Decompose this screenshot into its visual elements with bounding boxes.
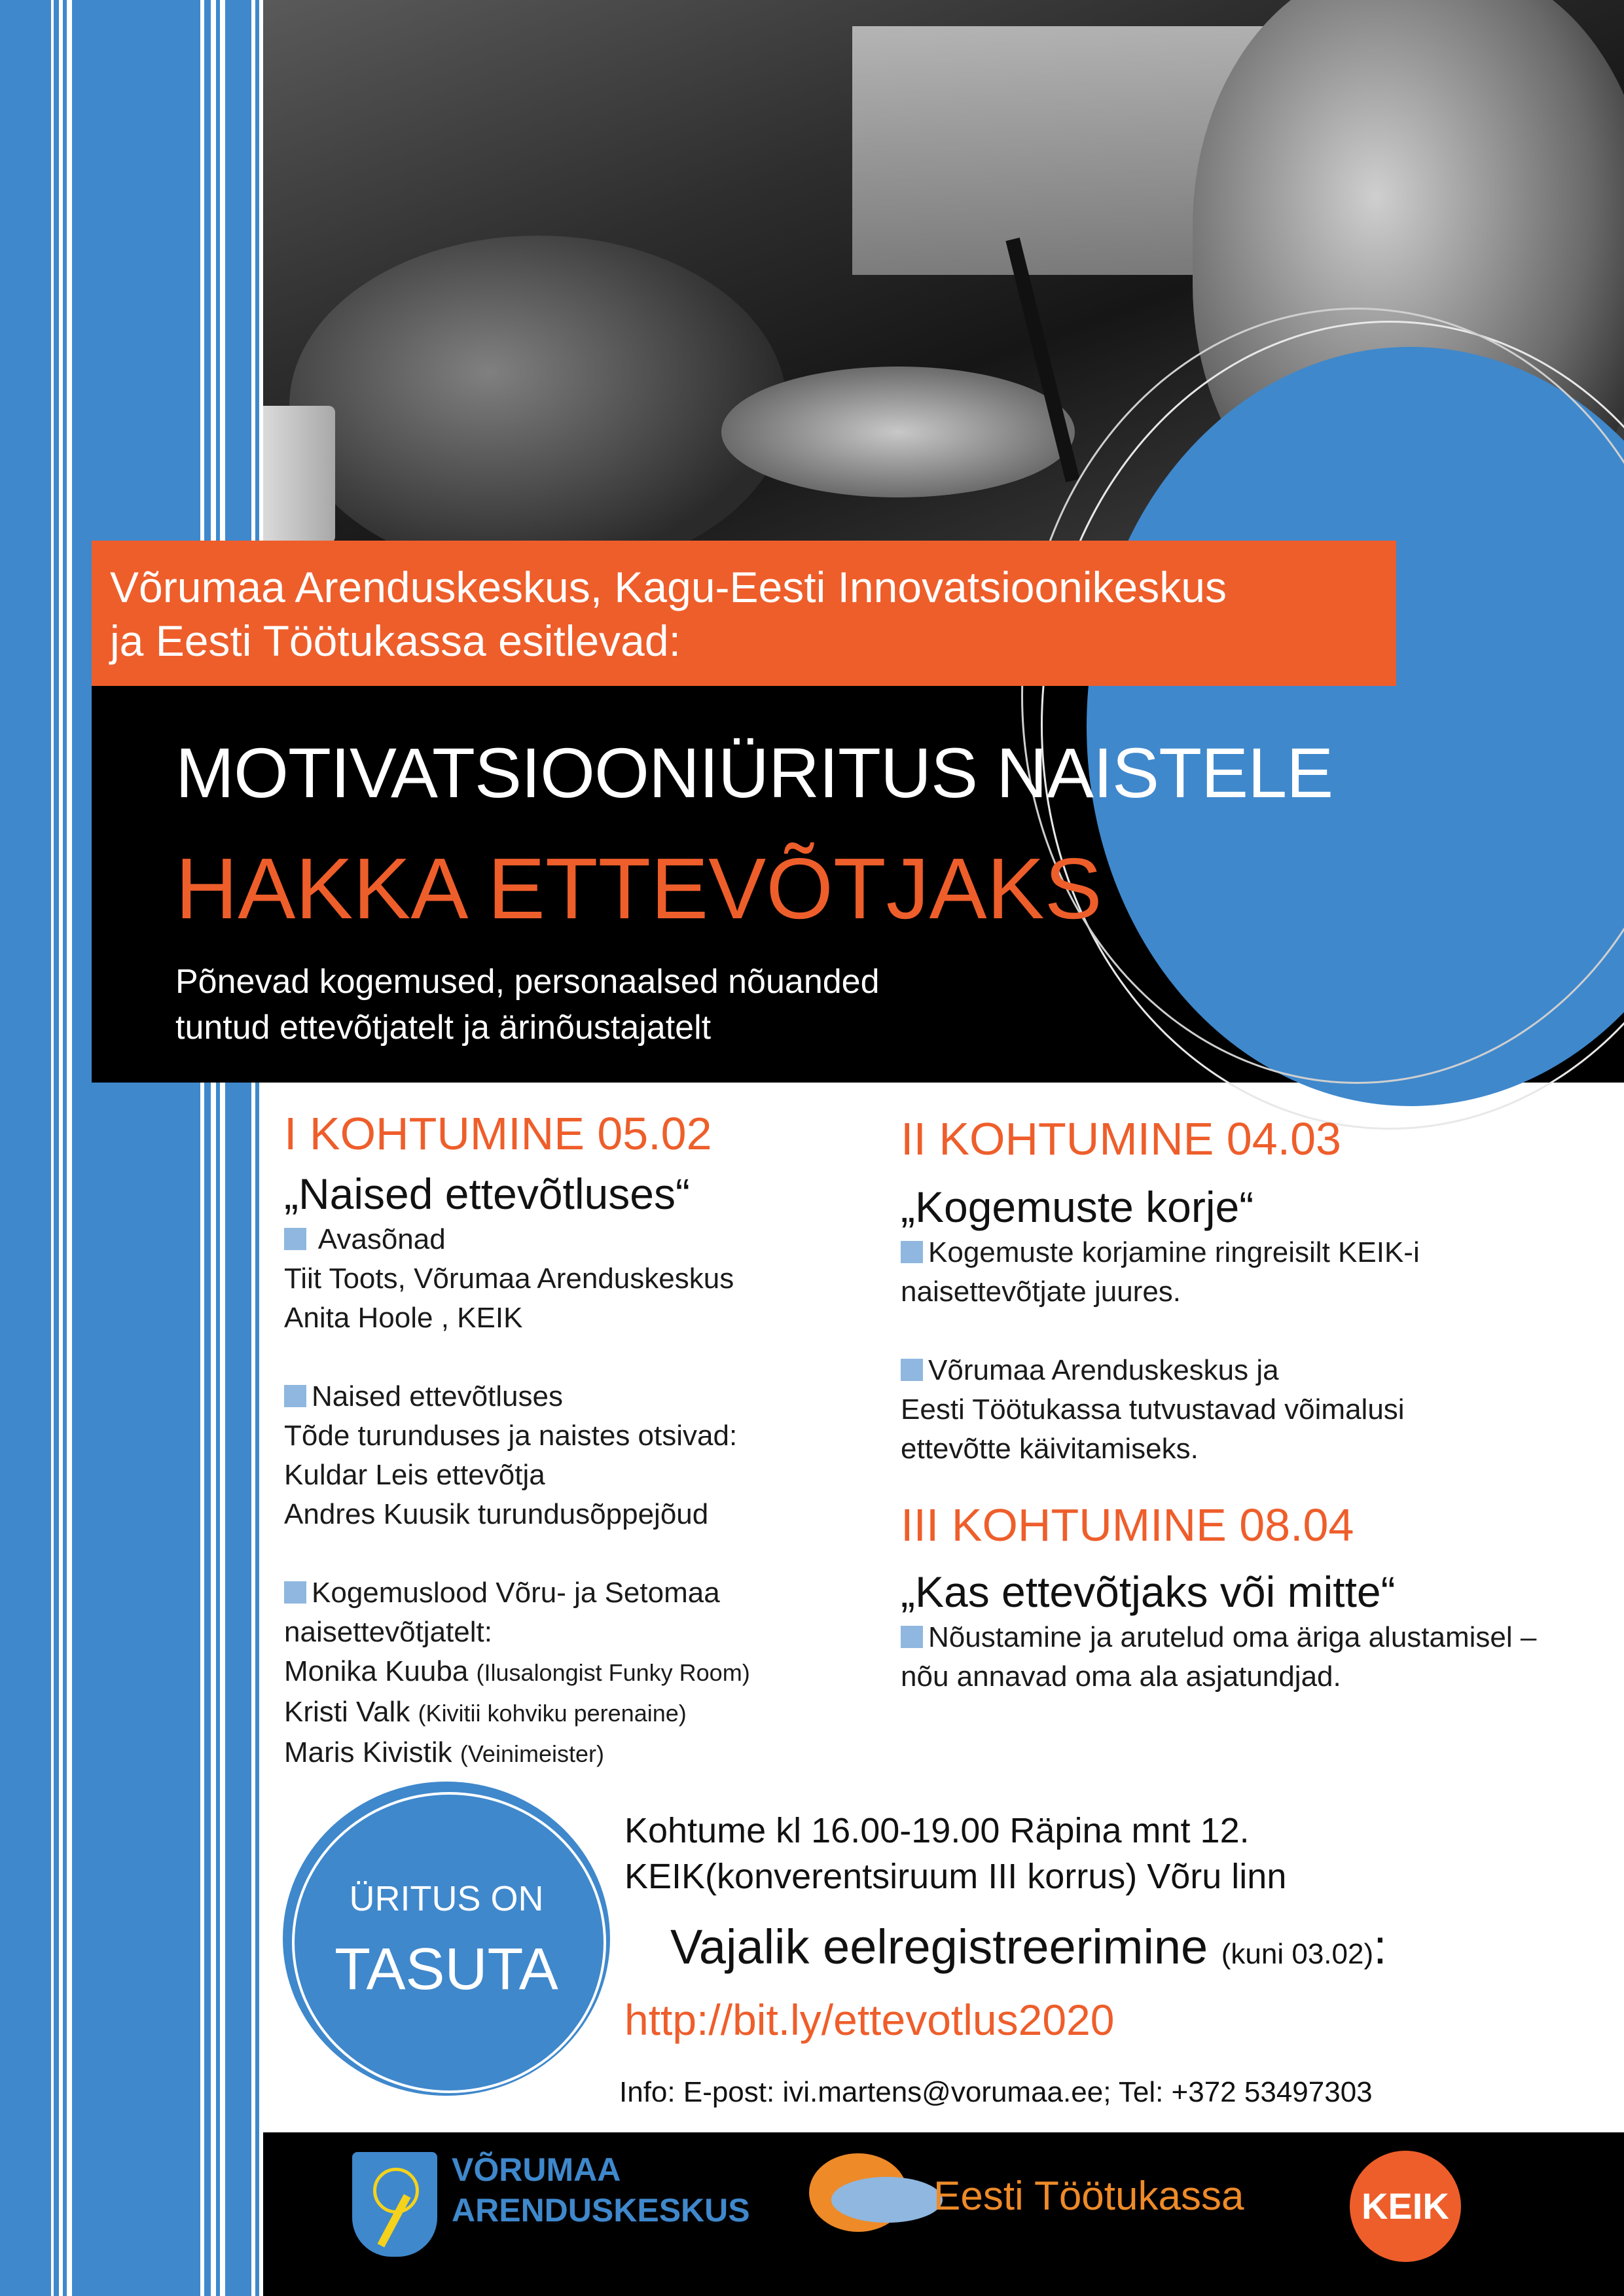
photo-cup (263, 406, 335, 543)
free-badge-line1: ÜRITUS ON (349, 1879, 544, 1918)
bullet-square-icon (284, 1581, 306, 1604)
meeting1-section-stories: Kogemuslood Võru- ja Setomaa (284, 1573, 750, 1613)
speaker-line: Maris Kivistik (Veinimeister) (284, 1736, 604, 1768)
meeting1-quote: „Naised ettevõtluses“ (284, 1170, 690, 1218)
program-line: Tiit Toots, Võrumaa Arenduskeskus (284, 1263, 734, 1295)
program-line: Eesti Töötukassa tutvustavad võimalusi (901, 1393, 1405, 1426)
meeting2-item: Kogemuste korjamine ringreisilt KEIK-i (901, 1233, 1420, 1272)
left-stripe (255, 0, 259, 2296)
meeting2-quote: „Kogemuste korje“ (901, 1183, 1254, 1231)
meeting1-program (284, 1220, 750, 1774)
program-line: naisettevõtjatelt: (284, 1616, 492, 1648)
program-line: Tõde turunduses ja naistes otsivad: (284, 1420, 738, 1452)
bullet-square-icon (284, 1228, 306, 1250)
left-stripe (225, 0, 251, 2296)
event-subtitle: HAKKA ETTEVÕTJAKS (175, 840, 1102, 937)
presenters-text (110, 560, 1227, 668)
meeting2-heading: II KOHTUMINE 04.03 (901, 1113, 1341, 1164)
meeting3-quote: „Kas ettevõtjaks või mitte“ (901, 1568, 1396, 1616)
free-badge-line2: TASUTA (334, 1937, 558, 2002)
left-stripe (63, 0, 67, 2296)
meeting3-item: Nõustamine ja arutelud oma äriga alustamisel – (901, 1618, 1536, 1657)
photo-hand (721, 367, 1075, 497)
tagline-line: tuntud ettevõtjatelt ja ärinõustajatelt (175, 1009, 712, 1047)
meeting1-section-opening: Avasõnad (284, 1220, 750, 1259)
meeting1-heading: I KOHTUMINE 05.02 (284, 1108, 712, 1159)
program-line: Kuldar Leis ettevõtja (284, 1459, 545, 1491)
left-stripe (0, 0, 51, 2296)
bullet-square-icon (901, 1359, 923, 1381)
tootukassa-logo-swoosh-icon (831, 2177, 943, 2223)
meeting2-item: Võrumaa Arenduskeskus ja (901, 1351, 1420, 1390)
meeting2-program (901, 1233, 1420, 1469)
program-line: naisettevõtjate juures. (901, 1276, 1182, 1308)
program-line: ettevõtte käivitamiseks. (901, 1433, 1199, 1465)
registration-link[interactable]: http://bit.ly/ettevotlus2020 (624, 1996, 1115, 2044)
keik-logo-text: KEIK (1362, 2185, 1449, 2227)
program-line: Andres Kuusik turundusõppejõud (284, 1498, 709, 1530)
vorumaa-logo-text: VÕRUMAA ARENDUSKESKUS (452, 2151, 750, 2229)
program-line: nõu annavad oma ala asjatundjad. (901, 1660, 1341, 1693)
venue-details (624, 1808, 1286, 1899)
speaker-line: Kristi Valk (Kivitii kohviku perenaine) (284, 1696, 687, 1728)
event-title: MOTIVATSIOONIÜRITUS NAISTELE (175, 733, 1333, 812)
registration-note: Vajalik eelregistreerimine (kuni 03.02): (670, 1920, 1387, 1974)
left-stripe (72, 0, 200, 2296)
event-tagline (175, 959, 880, 1050)
presenters-banner (92, 541, 1396, 686)
presenters-line: Võrumaa Arenduskeskus, Kagu-Eesti Innovatsioonikeskus (110, 563, 1227, 611)
shield-ring-icon (373, 2168, 419, 2214)
bullet-square-icon (901, 1241, 923, 1263)
meeting3-program (901, 1618, 1536, 1696)
venue-line: Kohtume kl 16.00-19.00 Räpina mnt 12. (624, 1811, 1250, 1850)
tagline-line: Põnevad kogemused, personaalsed nõuanded (175, 963, 880, 1001)
venue-line: KEIK(konverentsiruum III korrus) Võru linn (624, 1857, 1287, 1896)
contact-info: Info: E-post: ivi.martens@vorumaa.ee; Tel: +372 53497303 (619, 2076, 1373, 2108)
bullet-square-icon (901, 1626, 923, 1648)
tootukassa-logo-text: Eesti Töötukassa (933, 2174, 1244, 2219)
bullet-square-icon (284, 1385, 306, 1407)
photo-arm (289, 236, 787, 543)
meeting1-section-women: Naised ettevõtluses (284, 1377, 750, 1416)
left-stripe (204, 0, 211, 2296)
presenters-line: ja Eesti Töötukassa esitlevad: (110, 617, 681, 665)
speaker-line: Monika Kuuba (Ilusalongist Funky Room) (284, 1655, 750, 1687)
left-stripe (216, 0, 220, 2296)
program-line: Anita Hoole , KEIK (284, 1302, 523, 1334)
left-stripe (54, 0, 59, 2296)
meeting3-heading: III KOHTUMINE 08.04 (901, 1499, 1354, 1551)
